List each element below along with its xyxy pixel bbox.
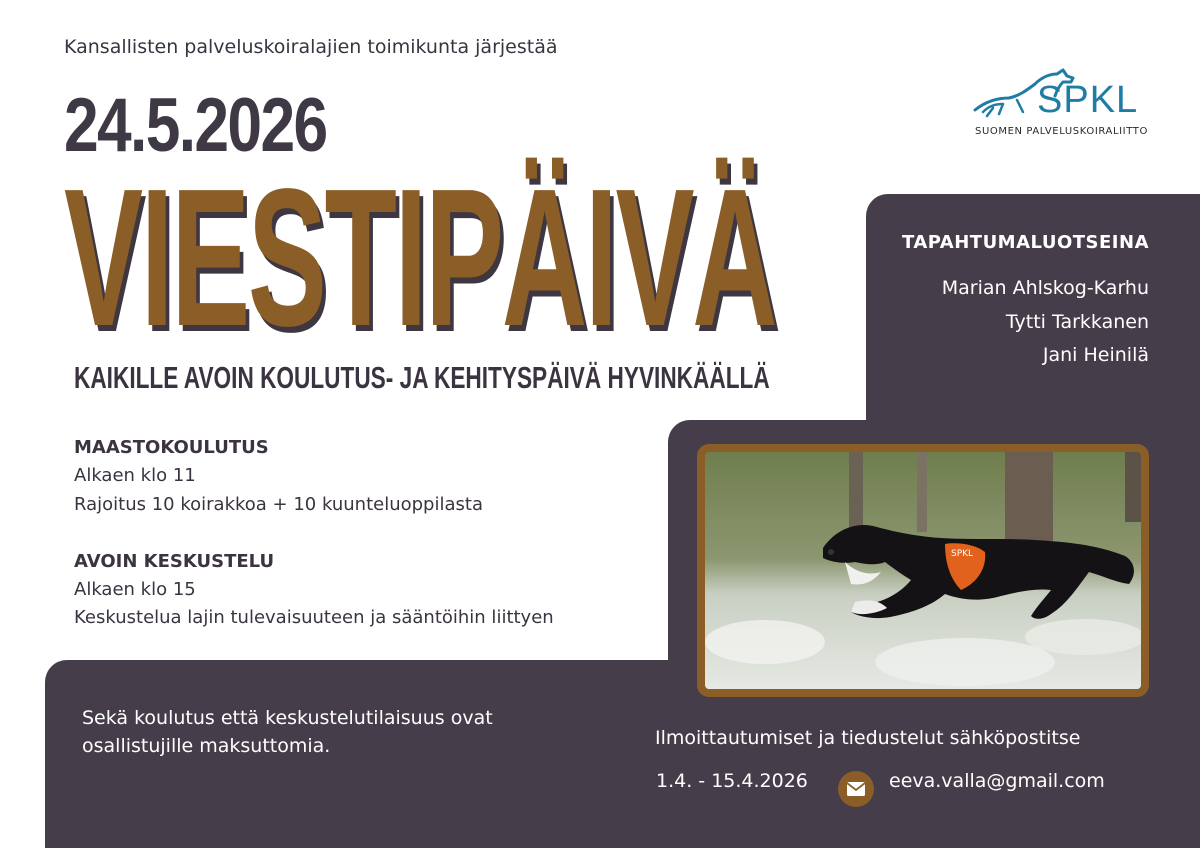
section-line: Rajoitus 10 koirakkoa + 10 kuunteluoppilasta [74, 494, 483, 515]
section-title-field-training: MAASTOKOULUTUS [74, 437, 269, 458]
section-title-open-discussion: AVOIN KESKUSTELU [74, 551, 275, 572]
envelope-icon [838, 771, 874, 807]
registration-text: Ilmoittautumiset ja tiedustelut sähköpostitse [655, 727, 1081, 749]
hosts-title: TAPAHTUMALUOTSEINA [901, 232, 1149, 253]
organizer-text: Kansallisten palveluskoiralajien toimikunta järjestää [64, 36, 558, 58]
host-name: Marian Ahlskog-Karhu [941, 277, 1149, 299]
registration-dates: 1.4. - 15.4.2026 [656, 770, 808, 792]
vest-text: SPKL [951, 549, 974, 559]
section-line: Alkaen klo 11 [74, 465, 196, 486]
logo-acronym: SPKL [1037, 79, 1139, 121]
logo-full-name: SUOMEN PALVELUSKOIRALIITTO [975, 126, 1148, 137]
section-line: Keskustelua lajin tulevaisuuteen ja sääntöihin liittyen [74, 607, 554, 628]
host-name: Jani Heinilä [1042, 344, 1149, 366]
free-participation-text: Sekä koulutus että keskustelutilaisuus ovat osallistujille maksuttomia. [82, 707, 493, 757]
event-title: VIESTIPÄIVÄ [64, 148, 776, 367]
section-line: Alkaen klo 15 [74, 579, 196, 600]
event-subtitle: KAIKILLE AVOIN KOULUTUS- JA KEHITYSPÄIVÄ HYVINKÄÄLLÄ [74, 360, 770, 395]
dog-photo [697, 444, 1149, 697]
host-name: Tytti Tarkkanen [1005, 311, 1149, 333]
running-dog-photo [705, 452, 1141, 689]
event-date: 24.5.2026 [64, 83, 327, 168]
contact-email[interactable]: eeva.valla@gmail.com [889, 770, 1105, 792]
